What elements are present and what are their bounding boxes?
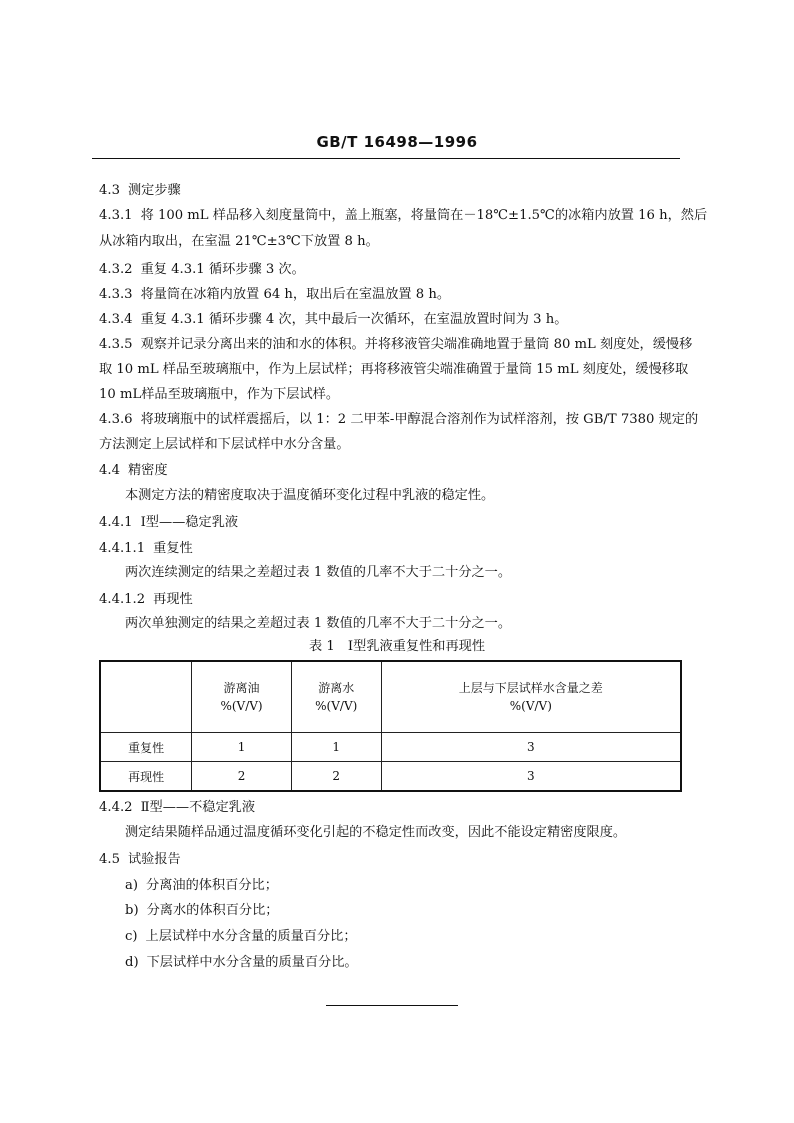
list-text: 分离油的体积百分比；	[146, 878, 278, 893]
clause-text: 测定步骤	[127, 183, 181, 198]
clause-line	[99, 436, 689, 454]
clause-text: 两次连续测定的结果之差超过表 1 数值的几率不大于二十分之一。	[125, 565, 512, 580]
clause-number: 4.3.4	[99, 312, 133, 327]
clause-text: 本测定方法的精密度取决于温度循环变化过程中乳液的稳定性。	[125, 488, 495, 503]
table-cell: 2	[291, 762, 381, 792]
list-text: 分离水的体积百分比；	[146, 903, 279, 918]
section-heading	[99, 462, 689, 480]
clause-text: 将 100 mL 样品移入刻度量筒中，盖上瓶塞，将量筒在－18℃±1.5℃的冰箱内放置 16 h，然后	[140, 208, 708, 223]
clause-line	[99, 261, 689, 279]
clause-line	[99, 233, 689, 251]
clause-line	[99, 361, 689, 379]
clause-text: Ⅱ型——不稳定乳液	[140, 800, 256, 815]
clause-line	[125, 615, 715, 633]
section-heading	[99, 851, 689, 869]
table-header-cell: 上层与下层试样水含量之差 %(V/V)	[381, 661, 681, 733]
end-rule	[326, 1005, 458, 1006]
table-header-cell	[100, 661, 192, 733]
clause-text: 再现性	[153, 592, 193, 607]
clause-text: 重复性	[153, 541, 193, 556]
header-rule	[92, 158, 680, 159]
clause-number: 4.4	[99, 463, 120, 478]
clause-line	[99, 336, 693, 354]
clause-text: 测定结果随样品通过温度循环变化引起的不稳定性而改变，因此不能设定精密度限度。	[125, 825, 627, 840]
list-marker: b)	[125, 903, 139, 918]
clause-number: 4.3.6	[99, 412, 133, 427]
clause-line	[99, 311, 689, 329]
row-label: 重复性	[100, 733, 192, 762]
clause-number: 4.3.3	[99, 287, 133, 302]
clause-number: 4.4.2	[99, 800, 133, 815]
standard-code: GB/T 16498—1996	[316, 133, 478, 151]
clause-number: 4.4.1.1	[99, 541, 146, 556]
table-cell: 1	[291, 733, 381, 762]
clause-text: 10 mL样品至玻璃瓶中，作为下层试样。	[99, 387, 340, 402]
clause-line	[99, 591, 689, 609]
clause-number: 4.3.2	[99, 262, 133, 277]
table-header-cell: 游离油 %(V/V)	[192, 661, 292, 733]
clause-line	[99, 540, 689, 558]
clause-number: 4.3	[99, 183, 120, 198]
table-cell: 3	[381, 733, 681, 762]
clause-text: Ⅰ型——稳定乳液	[140, 515, 239, 530]
clause-text: 将玻璃瓶中的试样震摇后，以 1：2 二甲苯-甲醇混合溶剂作为试样溶剂，按 GB/T 7380 规定的	[140, 412, 699, 427]
table-cell: 3	[381, 762, 681, 792]
clause-line	[125, 824, 715, 842]
clause-line	[99, 286, 689, 304]
row-label: 再现性	[100, 762, 192, 792]
list-marker: d)	[125, 955, 139, 970]
clause-line	[99, 411, 699, 429]
clause-text: 将量筒在冰箱内放置 64 h，取出后在室温放置 8 h。	[140, 287, 451, 302]
clause-text: 方法测定上层试样和下层试样中水分含量。	[99, 437, 350, 452]
clause-number: 4.4.1.2	[99, 592, 146, 607]
precision-table	[99, 660, 682, 792]
clause-text: 两次单独测定的结果之差超过表 1 数值的几率不大于二十分之一。	[125, 616, 512, 631]
table-cell: 1	[192, 733, 292, 762]
clause-line	[125, 487, 715, 505]
list-text: 下层试样中水分含量的质量百分比。	[146, 955, 358, 970]
list-item	[125, 928, 715, 946]
list-item	[125, 902, 715, 920]
clause-line	[99, 207, 708, 225]
clause-text: 试验报告	[127, 852, 181, 867]
section-heading	[99, 182, 689, 200]
table-row	[100, 733, 681, 762]
clause-text: 取 10 mL 样品至玻璃瓶中，作为上层试样；再将移液管尖端准确置于量筒 15 mL 刻度处，缓慢移取	[99, 362, 689, 377]
table-caption: 表 1 Ⅰ型乳液重复性和再现性	[308, 639, 486, 654]
table-header-cell: 游离水 %(V/V)	[291, 661, 381, 733]
clause-line	[99, 386, 689, 404]
table-cell: 2	[192, 762, 292, 792]
list-item	[125, 877, 715, 895]
clause-number: 4.3.5	[99, 337, 133, 352]
clause-number: 4.3.1	[99, 208, 133, 223]
table-header-row	[100, 661, 681, 733]
clause-text: 从冰箱内取出，在室温 21℃±3℃下放置 8 h。	[99, 234, 379, 249]
clause-number: 4.4.1	[99, 515, 133, 530]
table-row	[100, 762, 681, 792]
clause-text: 重复 4.3.1 循环步骤 4 次，其中最后一次循环，在室温放置时间为 3 h。	[140, 312, 568, 327]
clause-line	[99, 514, 689, 532]
clause-line	[99, 799, 689, 817]
clause-text: 重复 4.3.1 循环步骤 3 次。	[140, 262, 305, 277]
list-marker: a)	[125, 878, 139, 893]
clause-text: 观察并记录分离出来的油和水的体积。并将移液管尖端准确地置于量筒 80 mL 刻度处，缓慢移	[140, 337, 693, 352]
list-item	[125, 954, 715, 972]
clause-number: 4.5	[99, 852, 120, 867]
clause-text: 精密度	[127, 463, 168, 478]
clause-line	[125, 564, 715, 582]
list-text: 上层试样中水分含量的质量百分比；	[145, 929, 357, 944]
list-marker: c)	[125, 929, 138, 944]
